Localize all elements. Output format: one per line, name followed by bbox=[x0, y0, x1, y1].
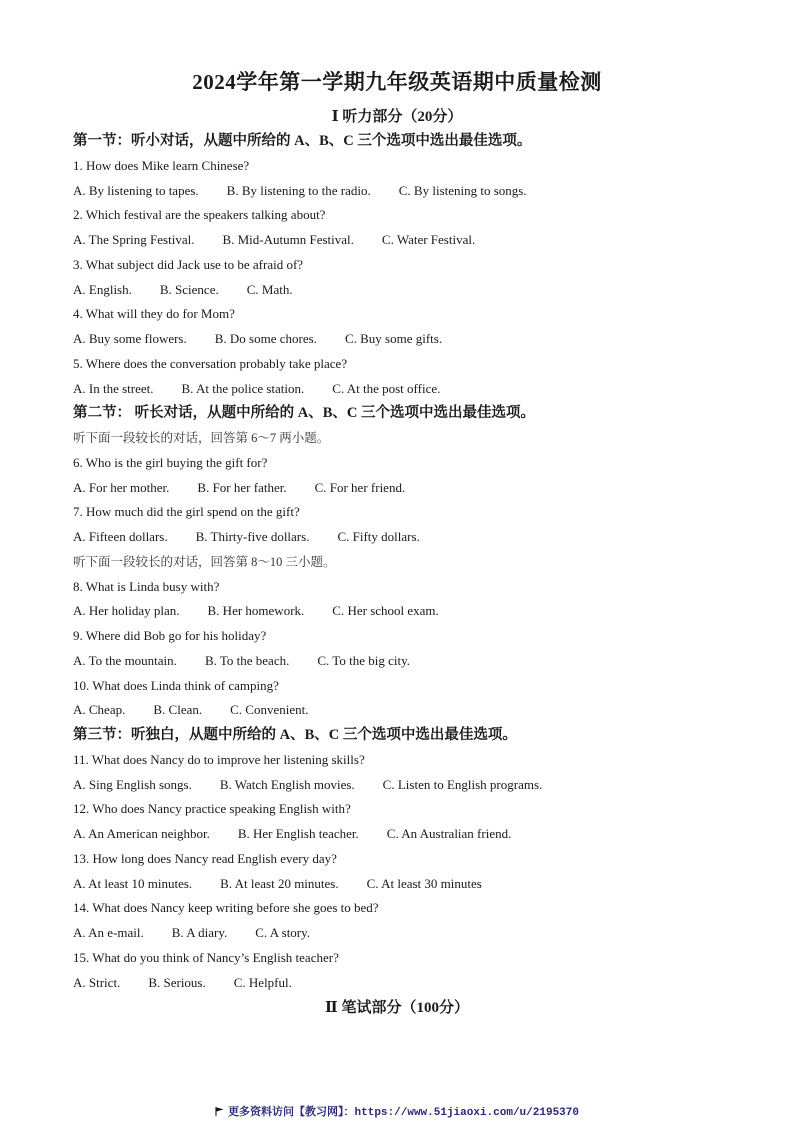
option-c: C. Listen to English programs. bbox=[382, 776, 543, 792]
option-a: A. Cheap. bbox=[73, 702, 126, 718]
option-a: A. At least 10 minutes. bbox=[73, 875, 193, 891]
option-c: C. At the post office. bbox=[332, 380, 441, 396]
option-c: C. Convenient. bbox=[230, 702, 309, 718]
option-b: B. Clean. bbox=[153, 702, 203, 718]
option-a: A. Buy some flowers. bbox=[73, 331, 187, 346]
part-1-heading: Ⅰ 听力部分（20分） bbox=[331, 109, 463, 125]
option-c: C. Water Festival. bbox=[381, 232, 476, 247]
option-a: A. English. bbox=[73, 281, 132, 297]
options-8 bbox=[73, 599, 763, 624]
question-5: 5. Where does the conversation probably take place? bbox=[73, 355, 348, 371]
option-b: B. Her homework. bbox=[207, 603, 305, 619]
option-a: A. The Spring Festival. bbox=[73, 232, 195, 247]
option-b: B. At least 20 minutes. bbox=[220, 875, 339, 891]
instruction-6-7: 听下面一段较长的对话，回答第 6～7 两小题。 bbox=[73, 431, 330, 445]
options-4 bbox=[73, 327, 763, 352]
question-15: 15. What do you think of Nancy’s English teacher? bbox=[73, 949, 339, 965]
option-c: C. An Australian friend. bbox=[386, 826, 512, 841]
option-c: C. Math. bbox=[246, 281, 293, 297]
option-b: B. Serious. bbox=[148, 974, 206, 990]
option-a: A. Fifteen dollars. bbox=[73, 529, 168, 544]
option-b: B. Watch English movies. bbox=[219, 776, 355, 792]
option-a: A. Sing English songs. bbox=[73, 776, 192, 792]
options-3 bbox=[73, 278, 763, 303]
option-b: B. Do some chores. bbox=[214, 331, 317, 346]
option-a: A. For her mother. bbox=[73, 479, 170, 495]
option-b: B. Science. bbox=[159, 281, 219, 297]
section-2-heading: 第二节： 听长对话，从题中所给的 A、B、C 三个选项中选出最佳选项。 bbox=[73, 405, 535, 422]
options-10 bbox=[73, 698, 763, 723]
question-7: 7. How much did the girl spend on the gift? bbox=[73, 504, 300, 520]
question-1: 1. How does Mike learn Chinese? bbox=[73, 157, 250, 173]
option-c: C. A story. bbox=[255, 925, 311, 940]
question-list bbox=[73, 129, 763, 995]
option-b: B. By listening to the radio. bbox=[226, 182, 371, 198]
question-12: 12. Who does Nancy practice speaking English with? bbox=[73, 801, 351, 817]
options-6 bbox=[73, 476, 763, 501]
part-2-heading: Ⅱ 笔试部分（100分） bbox=[325, 1000, 469, 1016]
option-b: B. Mid-Autumn Festival. bbox=[222, 232, 354, 247]
options-7 bbox=[73, 525, 763, 550]
option-b: B. At the police station. bbox=[181, 380, 305, 396]
option-a: A. To the mountain. bbox=[73, 652, 177, 668]
options-2 bbox=[73, 228, 763, 253]
section-3-heading: 第三节：听独白，从题中所给的 A、B、C 三个选项中选出最佳选项。 bbox=[73, 727, 517, 743]
flag-icon bbox=[215, 1107, 224, 1116]
question-4: 4. What will they do for Mom? bbox=[73, 306, 235, 322]
option-c: C. Helpful. bbox=[233, 974, 292, 990]
option-a: A. By listening to tapes. bbox=[73, 182, 199, 198]
option-a: A. An American neighbor. bbox=[73, 826, 210, 841]
option-b: B. To the beach. bbox=[204, 652, 290, 668]
option-c: C. At least 30 minutes bbox=[366, 875, 482, 891]
option-a: A. Strict. bbox=[73, 974, 121, 990]
options-12 bbox=[73, 822, 763, 847]
option-c: C. For her friend. bbox=[314, 479, 406, 495]
options-9 bbox=[73, 649, 763, 674]
section-1-heading: 第一节：听小对话，从题中所给的 A、B、C 三个选项中选出最佳选项。 bbox=[73, 133, 532, 149]
question-13: 13. How long does Nancy read English every day? bbox=[73, 850, 337, 866]
question-8: 8. What is Linda busy with? bbox=[73, 578, 220, 594]
option-b: B. Her English teacher. bbox=[237, 826, 359, 841]
footer-link[interactable] bbox=[0, 1103, 794, 1119]
question-3: 3. What subject did Jack use to be afraid of? bbox=[73, 256, 304, 272]
option-b: B. A diary. bbox=[171, 925, 228, 940]
options-1 bbox=[73, 179, 763, 204]
option-c: C. Her school exam. bbox=[332, 603, 439, 619]
option-b: B. For her father. bbox=[197, 479, 287, 495]
options-11 bbox=[73, 773, 763, 798]
option-a: A. An e-mail. bbox=[73, 925, 144, 940]
option-c: C. By listening to songs. bbox=[398, 182, 527, 198]
option-c: C. Buy some gifts. bbox=[344, 331, 443, 346]
options-5 bbox=[73, 377, 763, 402]
question-9: 9. Where did Bob go for his holiday? bbox=[73, 628, 267, 643]
question-2: 2. Which festival are the speakers talking about? bbox=[73, 207, 326, 223]
question-6: 6. Who is the girl buying the gift for? bbox=[73, 454, 268, 470]
option-c: C. To the big city. bbox=[317, 652, 410, 668]
options-14 bbox=[73, 921, 763, 946]
exam-title: 2024学年第一学期九年级英语期中质量检测 bbox=[192, 70, 602, 94]
question-10: 10. What does Linda think of camping? bbox=[73, 677, 279, 693]
option-b: B. Thirty-five dollars. bbox=[195, 529, 310, 544]
question-14: 14. What does Nancy keep writing before she goes to bed? bbox=[73, 900, 379, 916]
footer-text: 更多资料访问【教习网】：https://www.51jiaoxi.com/u/2195370 bbox=[228, 1107, 579, 1119]
option-a: A. In the street. bbox=[73, 380, 154, 396]
option-a: A. Her holiday plan. bbox=[73, 603, 180, 619]
instruction-8-10: 听下面一段较长的对话，回答第 8～10 三小题。 bbox=[73, 554, 336, 569]
question-11: 11. What does Nancy do to improve her listening skills? bbox=[73, 751, 365, 767]
options-15 bbox=[73, 971, 763, 996]
options-13 bbox=[73, 872, 763, 897]
option-c: C. Fifty dollars. bbox=[337, 529, 420, 544]
